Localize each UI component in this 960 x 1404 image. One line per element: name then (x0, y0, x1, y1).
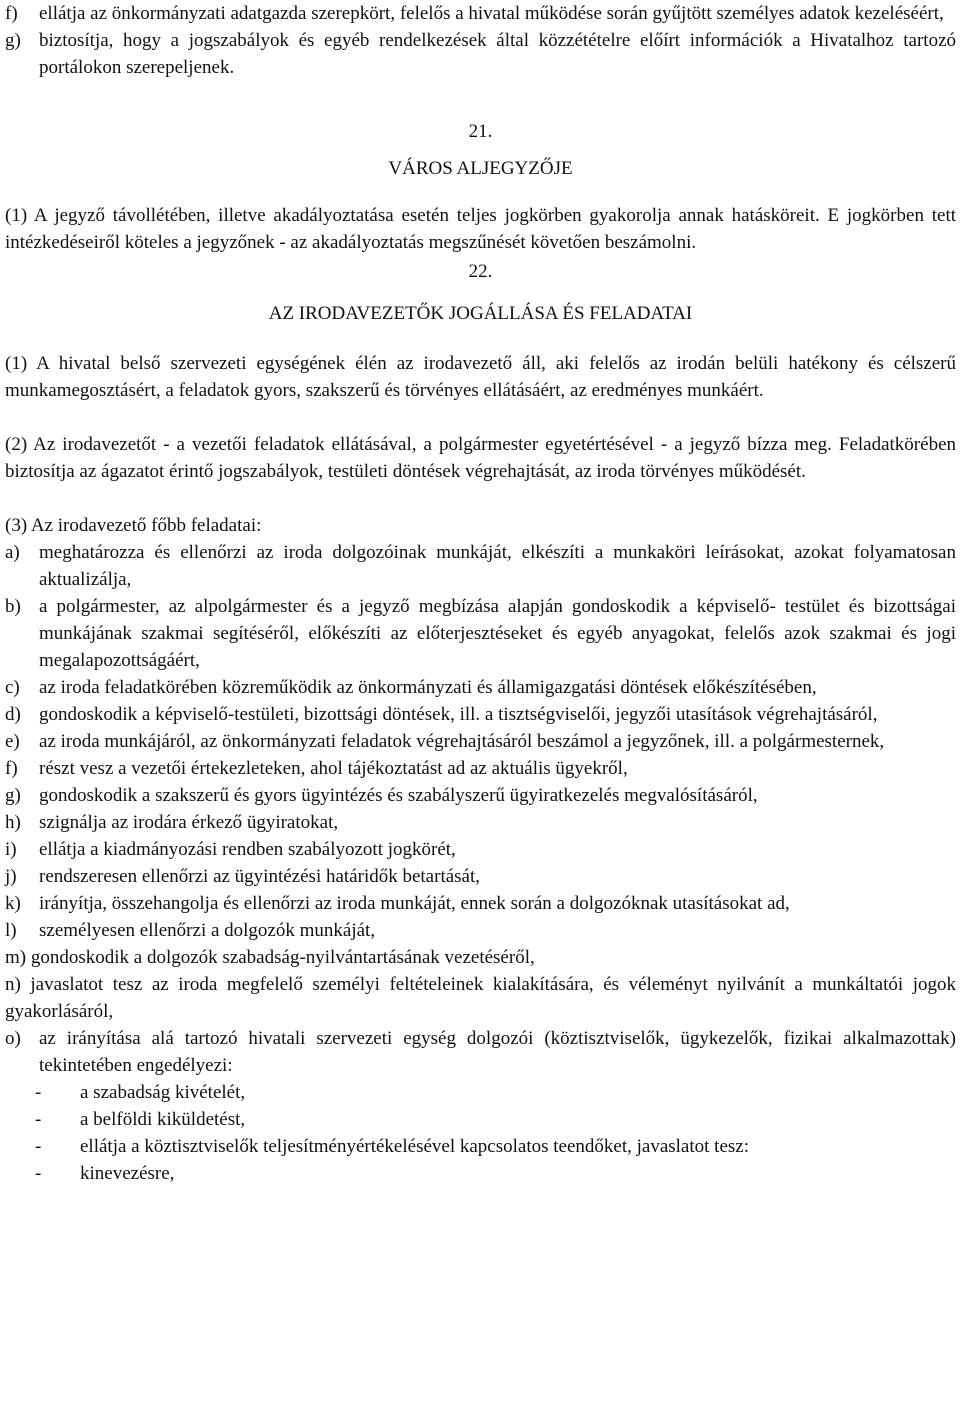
duty-item-j (5, 863, 956, 890)
intro-item-g (5, 27, 956, 81)
list-label: h) (5, 812, 21, 833)
duty-item-d (5, 701, 956, 728)
duty-item-i (5, 836, 956, 863)
list-label: k) (5, 893, 21, 914)
list-label: g) (5, 30, 21, 51)
list-label: e) (5, 731, 20, 752)
list-text: gondoskodik a képviselő-testületi, bizottsági döntések, ill. a tisztségviselői, jegyzői utasítások végrehajtásáról, (39, 704, 878, 725)
dash-item (5, 1133, 956, 1160)
dash-text: ellátja a köztisztviselők teljesítményértékelésével kapcsolatos teendőket, javaslatot tesz: (80, 1136, 749, 1157)
list-text: az iroda feladatkörében közreműködik az önkormányzati és államigazgatási döntések előkészítésében, (39, 677, 817, 698)
duty-item-h (5, 809, 956, 836)
duty-item-k (5, 890, 956, 917)
section-22-paragraph-2: (2) Az irodavezetőt - a vezetői feladatok ellátásával, a polgármester egyetértésével - a jegyző bízza meg. Feladatkörében biztosítja az ágazatot érintő jogszabályok, testületi döntések végrehajtását, az iroda törvényes működését. (5, 434, 956, 482)
list-text: meghatározza és ellenőrzi az iroda dolgozóinak munkáját, elkészíti a munkaköri leírásokat, azokat folyamatosan aktualizálja, (39, 542, 956, 590)
section-number-22: 22. (468, 261, 493, 282)
dash-text: a szabadság kivételét, (80, 1082, 246, 1103)
list-label: f) (5, 758, 18, 779)
dash-label: - (35, 1163, 42, 1184)
list-label: j) (5, 866, 17, 887)
section-title-21: VÁROS ALJEGYZŐJE (388, 158, 573, 179)
list-text: gondoskodik a szakszerű és gyors ügyintézés és szabályszerű ügyiratkezelés megvalósításáról, (39, 785, 758, 806)
list-text: irányítja, összehangolja és ellenőrzi az iroda munkáját, ennek során a dolgozóknak utasításokat ad, (39, 893, 790, 914)
list-text: személyesen ellenőrzi a dolgozók munkáját, (39, 920, 376, 941)
dash-text: kinevezésre, (80, 1163, 175, 1184)
list-label: a) (5, 542, 20, 563)
list-label: o) (5, 1028, 21, 1049)
dash-label: - (35, 1136, 42, 1157)
duty-item-e (5, 728, 956, 755)
duty-item-c (5, 674, 956, 701)
dash-label: - (35, 1109, 42, 1130)
list-text: ellátja az önkormányzati adatgazda szerepkört, felelős a hivatal működése során gyűjtött személyes adatok kezeléséért, (39, 3, 944, 24)
list-text: szignálja az irodára érkező ügyiratokat, (39, 812, 339, 833)
duties-list (5, 539, 956, 1187)
dash-item (5, 1160, 956, 1187)
list-label: l) (5, 920, 17, 941)
list-text: rendszeresen ellenőrzi az ügyintézési határidők betartását, (39, 866, 481, 887)
intro-item-f (5, 0, 956, 27)
list-label: i) (5, 839, 17, 860)
section-22-paragraph-3-heading: (3) Az irodavezető főbb feladatai: (5, 515, 262, 536)
section-title-22: AZ IRODAVEZETŐK JOGÁLLÁSA ÉS FELADATAI (268, 303, 693, 324)
list-label: g) (5, 785, 21, 806)
list-label: b) (5, 596, 21, 617)
list-label: c) (5, 677, 20, 698)
duty-item-a (5, 539, 956, 593)
duty-item-m: m) gondoskodik a dolgozók szabadság-nyilvántartásának vezetéséről, (5, 947, 535, 968)
list-text: az iroda munkájáról, az önkormányzati feladatok végrehajtásáról beszámol a jegyzőnek, ill. a polgármesternek, (39, 731, 885, 752)
list-text: részt vesz a vezetői értekezleteken, ahol tájékoztatást ad az aktuális ügyekről, (39, 758, 628, 779)
section-22-paragraph-1: (1) A hivatal belső szervezeti egységének élén az irodavezető áll, aki felelős az irodán belüli hatékony és célszerű munkamegosztásért, a feladatok gyors, szakszerű és törvényes ellátásáért, az eredményes munkáért. (5, 353, 956, 401)
list-text: a polgármester, az alpolgármester és a jegyző megbízása alapján gondoskodik a képviselő- testület és bizottságai munkájának szakmai segítéséről, előkészíti az előterjesztéseket és egyéb anyagokat, felelős azok szakmai és jogi megalapozottságáért, (39, 596, 956, 671)
section-21-paragraph-1: (1) A jegyző távollétében, illetve akadályoztatása esetén teljes jogkörben gyakorolja annak hatásköreit. E jogkörben tett intézkedéseiről köteles a jegyzőnek - az akadályoztatás megszűnését követően beszámolni. (5, 205, 956, 253)
duty-item-g (5, 782, 956, 809)
duty-item-b (5, 593, 956, 674)
list-text: ellátja a kiadmányozási rendben szabályozott jogkörét, (39, 839, 456, 860)
duty-item-l (5, 917, 956, 944)
list-text: biztosítja, hogy a jogszabályok és egyéb rendelkezések által közzétételre előírt információk a Hivatalhoz tartozó portálokon szerepeljenek. (39, 30, 956, 78)
list-text: az irányítása alá tartozó hivatali szervezeti egység dolgozói (köztisztviselők, ügykezelők, fizikai alkalmazottak) tekintetében engedélyezi: (39, 1028, 956, 1076)
list-label: f) (5, 3, 18, 24)
duty-item-f (5, 755, 956, 782)
dash-text: a belföldi kiküldetést, (80, 1109, 246, 1130)
section-number-21: 21. (468, 121, 493, 142)
dash-label: - (35, 1082, 42, 1103)
list-label: d) (5, 704, 21, 725)
dash-item (5, 1079, 956, 1106)
duty-item-n: n) javaslatot tesz az iroda megfelelő személyi feltételeinek kialakítására, és véleményt nyilvánít a munkáltatói jogok gyakorlásáról, (5, 974, 956, 1022)
dash-item (5, 1106, 956, 1133)
duty-item-o (5, 1025, 956, 1079)
